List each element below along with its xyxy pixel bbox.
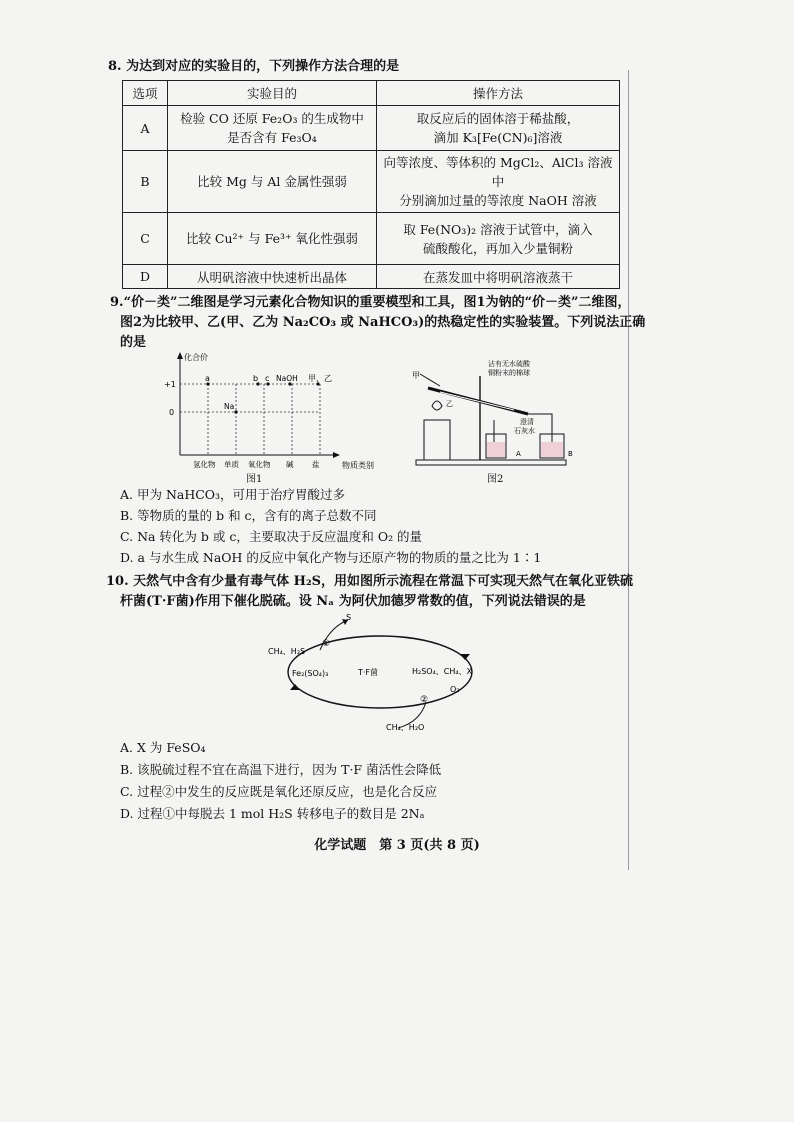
diagram-label-right: H₂SO₄、CH₄、X xyxy=(412,667,473,676)
x-tick-base: 碱 xyxy=(286,460,294,469)
q10-option-c: C. 过程②中发生的反应既是氧化还原反应，也是化合反应 xyxy=(120,784,438,799)
x-tick-element: 单质 xyxy=(224,460,239,469)
cell-line: 硫酸酸化，再加入少量铜粉 xyxy=(422,240,573,256)
x-tick-salt: 盐 xyxy=(312,460,320,469)
q9-option-d: D. a 与水生成 NaOH 的反应中氧化产物与还原产物的物质的量之比为 1∶1 xyxy=(120,550,542,565)
diagram-label-ch4-h2s: CH₄、H₂S xyxy=(268,647,306,656)
q8-table xyxy=(122,80,620,289)
figure-1-valence-class-diagram xyxy=(160,350,390,480)
cell-line: 取 Fe(NO₃)₂ 溶液于试管中，滴入 xyxy=(403,221,593,237)
cell-line: 分别滴加过量的等浓度 NaOH 溶液 xyxy=(399,193,597,208)
q9-option-c: C. Na 转化为 b 或 c，主要取决于反应温度和 O₂ 的量 xyxy=(120,529,423,544)
cell-line: 取反应后的固体溶于稀盐酸， xyxy=(416,111,580,126)
q9-stem-line1: 9.“价－类”二维图是学习元素化合物知识的重要模型和工具，图1为钠的“价－类”二维图， xyxy=(110,295,631,310)
diagram-label-step2: ② xyxy=(420,695,429,705)
q9-option-b: B. 等物质的量的 b 和 c，含有的离子总数不同 xyxy=(120,508,377,523)
cell-line: 检验 CO 还原 Fe₂O₃ 的生成物中 xyxy=(180,111,364,126)
diagram-label-bacteria: T·F菌 xyxy=(358,668,379,677)
x-tick-oxide: 氧化物 xyxy=(248,460,271,469)
y-tick-plus1: +1 xyxy=(164,380,176,389)
burner-stand xyxy=(424,420,450,460)
apparatus-base xyxy=(416,460,566,465)
row-method xyxy=(377,106,620,151)
figure-2-apparatus xyxy=(410,358,580,470)
label-jia: 甲 xyxy=(412,371,420,380)
table-row xyxy=(123,213,620,265)
row-option: D xyxy=(123,265,168,289)
row-purpose xyxy=(168,106,377,151)
label-cotton-line: 铜粉末的棉球 xyxy=(488,369,530,377)
point-b-label: b xyxy=(253,374,259,383)
x-tick-hydride: 氢化物 xyxy=(193,460,216,469)
figure-1-caption: 图1 xyxy=(246,474,263,485)
q10-stem-line2: 杆菌(T·F菌)作用下催化脱硫。设 Nₐ 为阿伏加德罗常数的值，下列说法错误的是 xyxy=(120,594,586,609)
y-axis-arrow-icon xyxy=(177,352,183,359)
point-naoh-label: NaOH xyxy=(276,374,298,383)
arrowhead-icon xyxy=(460,654,470,660)
row-option: B xyxy=(123,151,168,213)
table-row xyxy=(123,106,620,151)
point-na-label: Na xyxy=(224,402,235,411)
arrowhead-icon xyxy=(290,684,300,690)
label-limewater-line: 石灰水 xyxy=(514,427,535,435)
desulfurization-cycle-diagram xyxy=(260,612,520,736)
diagram-label-s: S xyxy=(346,613,352,622)
cell-line: 比较 Mg 与 Al 金属性强弱 xyxy=(197,174,347,189)
figure-2-caption: 图2 xyxy=(487,474,504,485)
table-header-row xyxy=(123,81,620,106)
point-a-label: a xyxy=(205,374,210,383)
cell-line: 比较 Cu²⁺ 与 Fe³⁺ 氧化性强弱 xyxy=(185,231,359,246)
point-na xyxy=(234,410,237,413)
label-cotton-line: 沾有无水硫酸 xyxy=(488,360,530,368)
row-method: 在蒸发皿中将明矾溶液蒸干 xyxy=(377,265,620,289)
q8-stem: 8. 为达到对应的实验目的，下列操作方法合理的是 xyxy=(108,59,400,74)
beaker-a-liquid xyxy=(487,442,505,457)
diagram-label-fe2so43: Fe₂(SO₄)₃ xyxy=(292,669,329,678)
x-axis-label: 物质类别 xyxy=(342,461,374,470)
point-c-label: c xyxy=(265,374,270,383)
header-method: 操作方法 xyxy=(377,81,620,106)
q10-option-b: B. 该脱硫过程不宜在高温下进行，因为 T·F 菌活性会降低 xyxy=(120,762,442,777)
label-B: B xyxy=(568,450,573,458)
cell-line: 是否含有 Fe₃O₄ xyxy=(227,130,317,145)
q9-option-a: A. 甲为 NaHCO₃，可用于治疗胃酸过多 xyxy=(120,487,346,502)
flame-icon xyxy=(432,401,442,410)
label-yi: 乙 xyxy=(446,400,453,408)
q10-option-a: A. X 为 FeSO₄ xyxy=(120,740,206,755)
row-method xyxy=(377,213,620,265)
q10-option-d: D. 过程①中每脱去 1 mol H₂S 转移电子的数目是 2Nₐ xyxy=(120,806,425,821)
row-option: A xyxy=(123,106,168,151)
y-axis-label: 化合价 xyxy=(184,353,208,362)
label-limewater-line: 澄清 xyxy=(520,418,534,426)
header-purpose: 实验目的 xyxy=(168,81,377,106)
y-tick-0: 0 xyxy=(169,408,175,417)
clamp xyxy=(420,374,440,386)
diagram-label-ch4-h2o: CH₄、H₂O xyxy=(386,723,425,732)
row-purpose: 从明矾溶液中快速析出晶体 xyxy=(168,265,377,289)
diagram-label-o2: O₂ xyxy=(450,685,460,694)
table-row xyxy=(123,151,620,213)
point-jia-yi-label: 甲、乙 xyxy=(308,374,332,383)
diagram-label-step1: ① xyxy=(322,639,331,649)
q9-stem-line3: 的是 xyxy=(120,335,147,350)
cell-line: 滴加 K₃[Fe(CN)₆]溶液 xyxy=(433,130,563,145)
cell-line: 向等浓度、等体积的 MgCl₂、AlCl₃ 溶液中 xyxy=(383,155,613,189)
row-option: C xyxy=(123,213,168,265)
x-axis-arrow-icon xyxy=(333,452,340,458)
row-purpose xyxy=(168,213,377,265)
q9-stem-line2: 图2为比较甲、乙(甲、乙为 Na₂CO₃ 或 NaHCO₃)的热稳定性的实验装置。下列说法正确 xyxy=(120,315,646,330)
page-footer: 化学试题 第 3 页(共 8 页) xyxy=(314,838,480,853)
page-margin-line xyxy=(628,70,629,870)
row-method xyxy=(377,151,620,213)
q10-stem-line1: 10. 天然气中含有少量有毒气体 H₂S，用如图所示流程在常温下可实现天然气在氧化亚铁硫 xyxy=(106,574,634,589)
table-row xyxy=(123,265,620,289)
beaker-b-liquid xyxy=(541,442,563,457)
header-option: 选项 xyxy=(123,81,168,106)
row-purpose xyxy=(168,151,377,213)
label-A: A xyxy=(516,450,521,458)
